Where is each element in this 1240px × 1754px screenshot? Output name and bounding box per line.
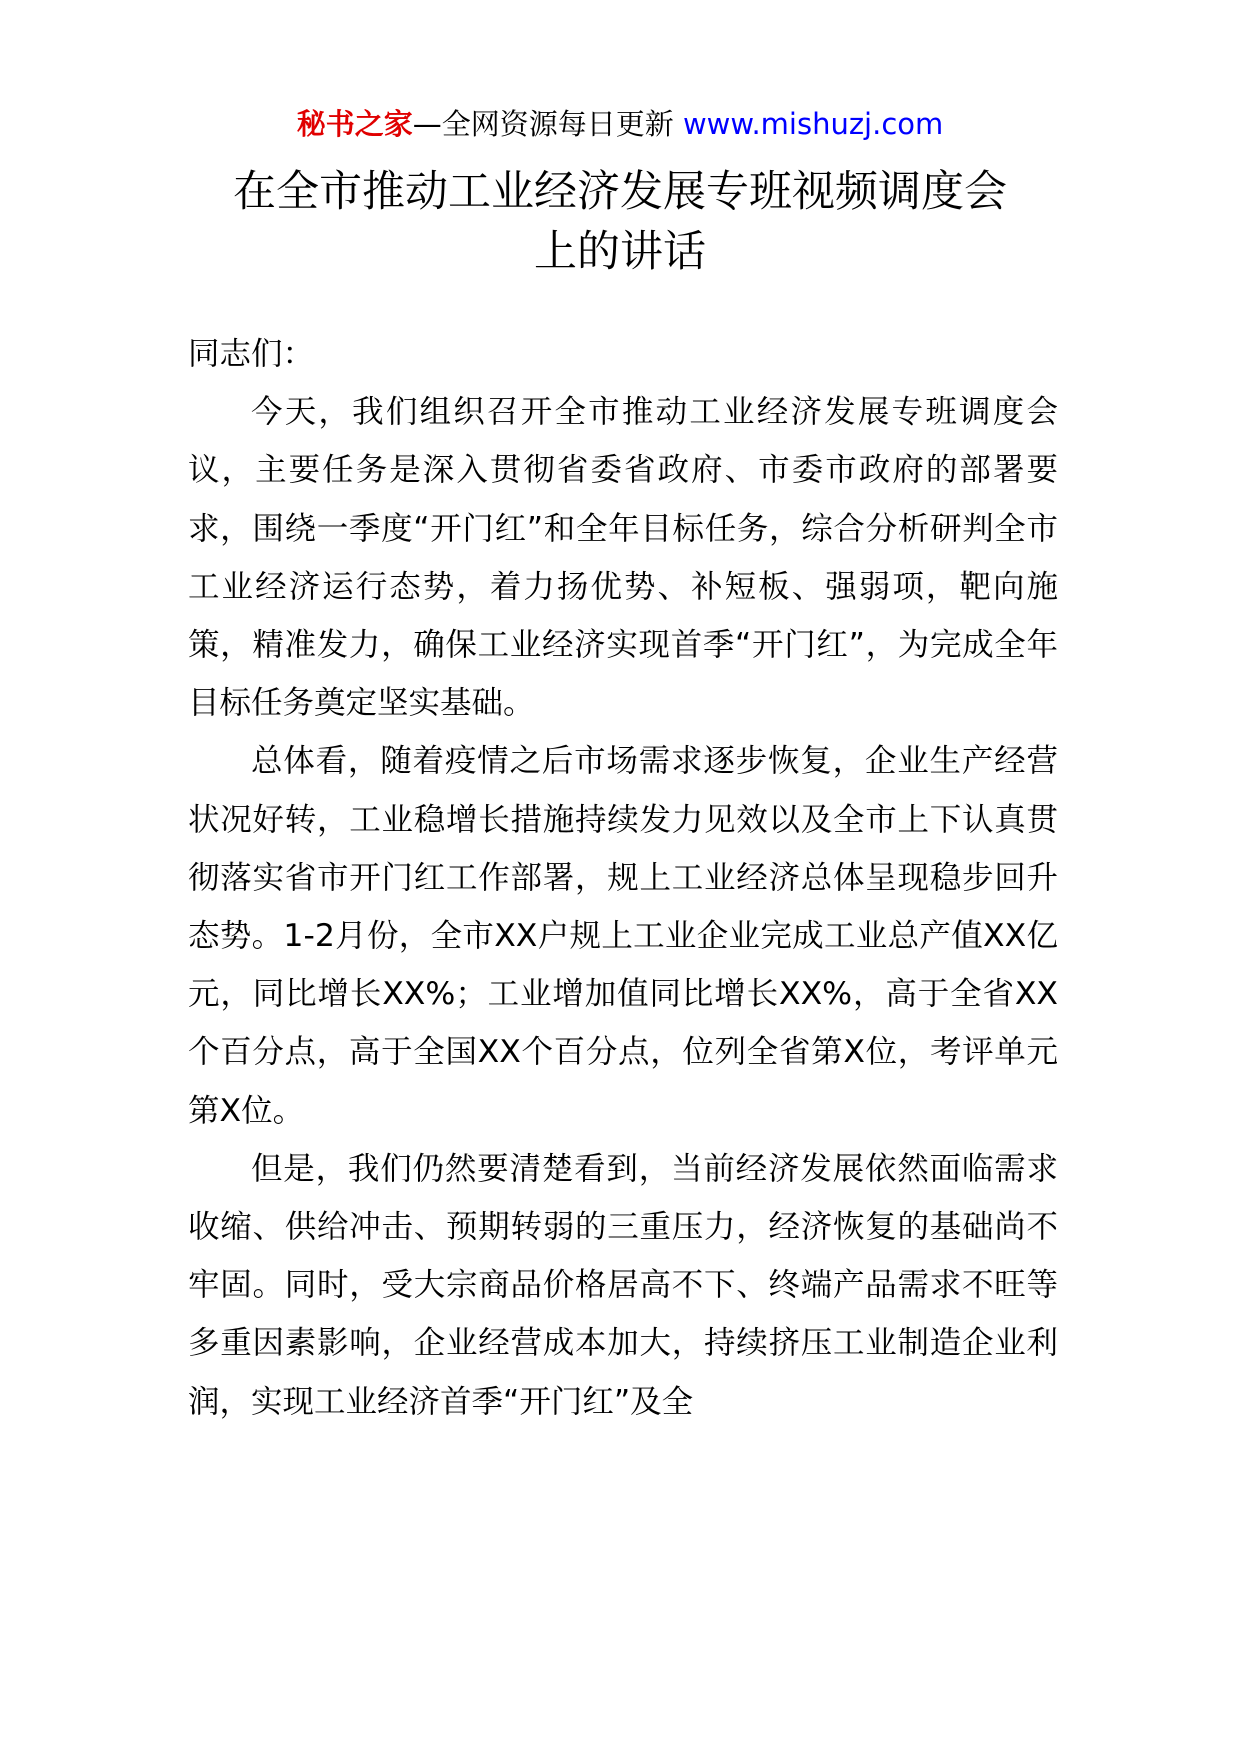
document-title [140,162,1100,282]
header-banner [0,104,1240,144]
brand-name: 秘书之家 [296,107,413,141]
header-tagline: —全网资源每日更新 [412,107,683,141]
paragraph-3: 但是，我们仍然要清楚看到，当前经济发展依然面临需求收缩、供给冲击、预期转弱的三重压力，经济恢复的基础尚不牢固。同时，受大宗商品价格居高不下、终端产品需求不旺等多重因素影响，企业经营成本加大，持续挤压工业制造企业利润，实现工业经济首季“开门红”及全 [188,1150,1058,1420]
site-link[interactable]: www.mishuzj.com [682,107,944,141]
title-line-2: 上的讲话 [534,227,706,277]
paragraph-1: 今天，我们组织召开全市推动工业经济发展专班调度会议，主要任务是深入贯彻省委省政府、市委市政府的部署要求，围绕一季度“开门红”和全年目标任务，综合分析研判全市工业经济运行态势，着力扬优势、补短板、强弱项，靶向施策，精准发力，确保工业经济实现首季“开门红”，为完成全年目标任务奠定坚实基础。 [188,394,1058,722]
paragraph-2: 总体看，随着疫情之后市场需求逐步恢复，企业生产经营状况好转，工业稳增长措施持续发力见效以及全市上下认真贯彻落实省市开门红工作部署，规上工业经济总体呈现稳步回升态势。1-2月份，全市XX户规上工业企业完成工业总产值XX亿元，同比增长XX%；工业增加值同比增长XX%，高于全省XX个百分点，高于全国XX个百分点，位列全省第X位，考评单元第X位。 [188,743,1058,1129]
salutation: 同志们： [188,336,315,372]
document-body [188,325,1058,1431]
title-line-1: 在全市推动工业经济发展专班视频调度会 [233,167,1007,217]
